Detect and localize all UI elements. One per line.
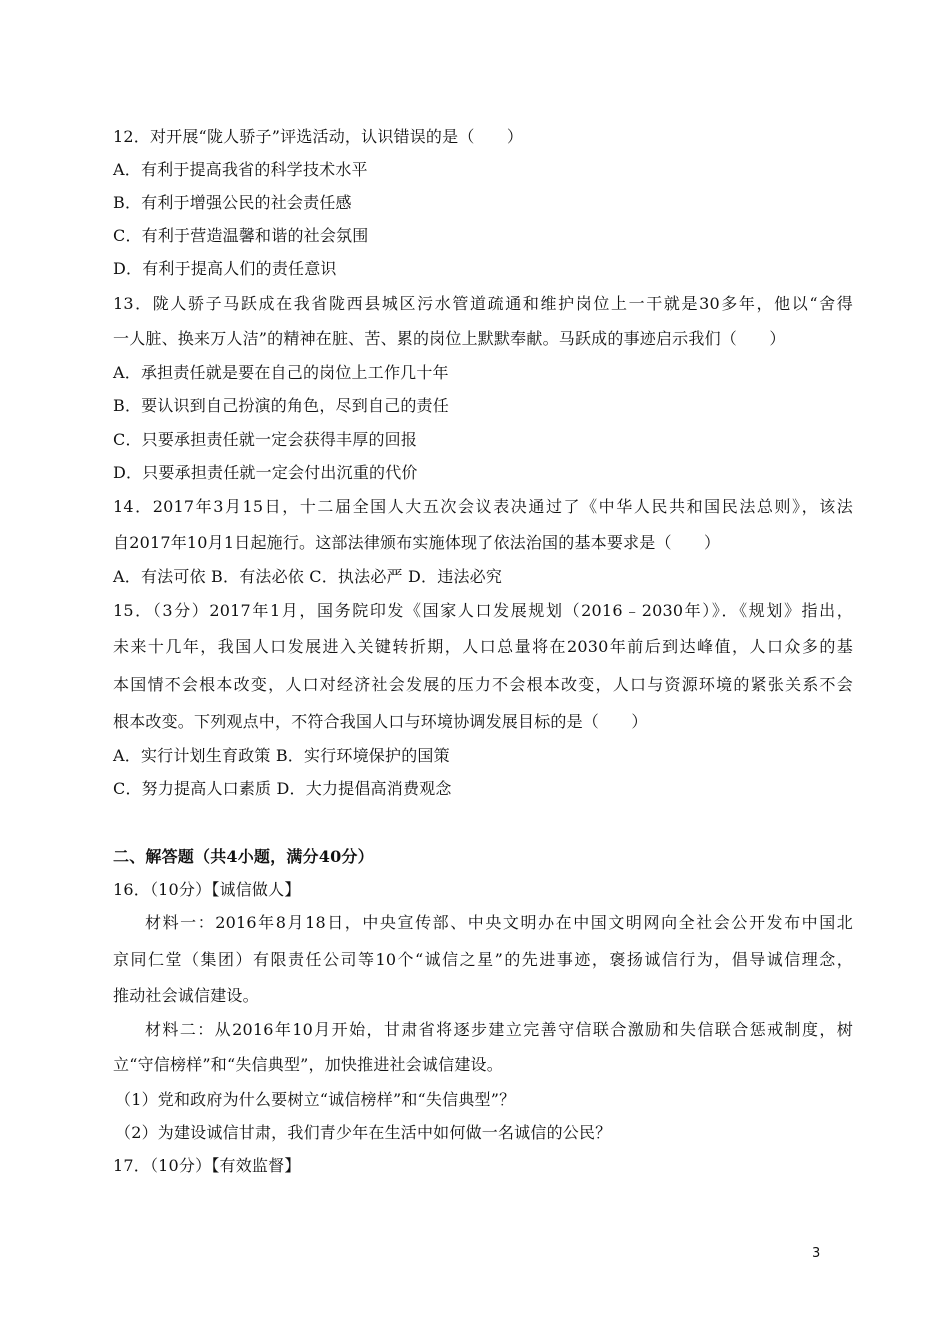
question-17-title: 17．（10分）【有效监督】: [113, 1156, 301, 1175]
question-12-option-c: C．有利于营造温馨和谐的社会氛围: [113, 226, 369, 245]
question-13-option-b: B．要认识到自己扮演的角色，尽到自己的责任: [113, 396, 449, 415]
page-number: 3: [812, 1246, 821, 1261]
question-16-material-2-line-1: 材料二：从2016年10月开始，甘肃省将逐步建立完善守信联合激励和失信联合惩戒制度，树: [145, 1020, 853, 1039]
question-16-material-1-line-3: 推动社会诚信建设。: [113, 986, 259, 1005]
question-12-option-a: A．有利于提高我省的科学技术水平: [113, 160, 368, 179]
question-14-stem-line-1: 14．2017年3月15日，十二届全国人大五次会议表决通过了《中华人民共和国民法总则》，该法: [113, 497, 853, 516]
section-2-heading: 二、解答题（共4小题，满分40分）: [113, 847, 374, 866]
question-15-stem-line-4: 根本改变。下列观点中，不符合我国人口与环境协调发展目标的是（ ）: [113, 712, 648, 731]
question-15-stem-line-1: 15．（3分）2017年1月，国务院印发《国家人口发展规划（2016﹣2030年）》．《规划》指出，: [113, 601, 853, 620]
question-15-stem-line-2: 未来十几年，我国人口发展进入关键转折期，人口总量将在2030年前后到达峰值，人口众多的基: [113, 637, 853, 656]
question-13-stem-line-2: 一人脏、换来万人洁”的精神在脏、苦、累的岗位上默默奉献。马跃成的事迹启示我们（ ）: [113, 329, 786, 348]
question-12-stem: 12．对开展“陇人骄子”评选活动，认识错误的是（ ）: [113, 127, 524, 146]
question-12-option-d: D．有利于提高人们的责任意识: [113, 259, 337, 278]
question-16-sub-question-2: （2）为建设诚信甘肃，我们青少年在生活中如何做一名诚信的公民？: [115, 1123, 612, 1142]
question-16-title: 16．（10分）【诚信做人】: [113, 880, 301, 899]
question-13-stem-line-1: 13．陇人骄子马跃成在我省陇西县城区污水管道疏通和维护岗位上一干就是30多年，他以“舍得: [113, 294, 853, 313]
question-15-options-ab: A．实行计划生育政策 B．实行环境保护的国策: [113, 746, 450, 765]
question-15-options-cd: C．努力提高人口素质 D．大力提倡高消费观念: [113, 779, 452, 798]
question-14-options: A．有法可依 B．有法必依 C．执法必严 D．违法必究: [113, 567, 503, 586]
question-13-option-d: D．只要承担责任就一定会付出沉重的代价: [113, 463, 418, 482]
question-16-material-1-line-1: 材料一：2016年8月18日，中央宣传部、中央文明办在中国文明网向全社会公开发布中国北: [145, 913, 853, 932]
question-16-material-1-line-2: 京同仁堂（集团）有限责任公司等10个“诚信之星”的先进事迹，褒扬诚信行为，倡导诚信理念，: [113, 950, 853, 969]
question-12-option-b: B．有利于增强公民的社会责任感: [113, 193, 352, 212]
question-16-material-2-line-2: 立“守信榜样”和“失信典型”，加快推进社会诚信建设。: [113, 1055, 503, 1074]
question-16-sub-question-1: （1）党和政府为什么要树立“诚信榜样”和“失信典型”？: [115, 1090, 516, 1109]
question-13-option-c: C．只要承担责任就一定会获得丰厚的回报: [113, 430, 418, 449]
question-14-stem-line-2: 自2017年10月1日起施行。这部法律颁布实施体现了依法治国的基本要求是（ ）: [113, 533, 721, 552]
question-15-stem-line-3: 本国情不会根本改变，人口对经济社会发展的压力不会根本改变，人口与资源环境的紧张关系不会: [113, 675, 853, 694]
question-13-option-a: A．承担责任就是要在自己的岗位上工作几十年: [113, 363, 449, 382]
